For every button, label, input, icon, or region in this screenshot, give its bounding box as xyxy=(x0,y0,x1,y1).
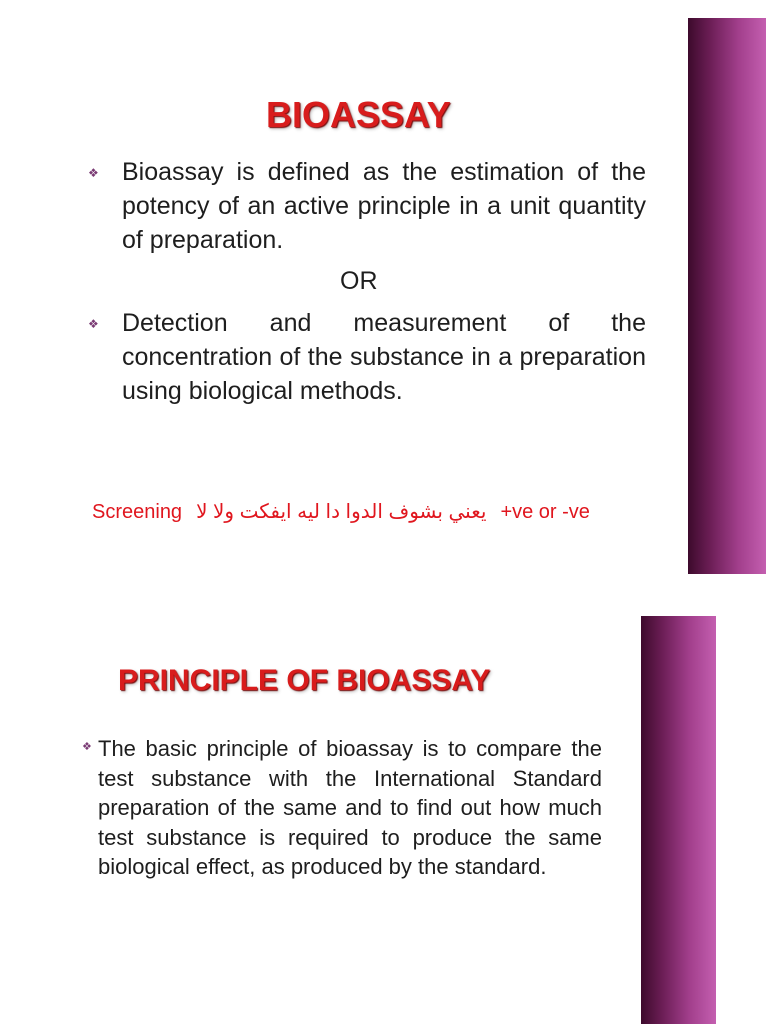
slide-principle-of-bioassay xyxy=(0,600,768,1024)
note-right-text: +ve or -ve xyxy=(500,501,590,523)
or-separator: OR xyxy=(340,267,378,295)
decorative-side-bar xyxy=(688,18,766,574)
slide-title: BIOASSAY xyxy=(266,94,451,135)
bullet-text: Detection and measurement of the concentration of the substance in a preparation using biological methods. xyxy=(122,309,646,405)
bullet-text: Bioassay is defined as the estimation of the potency of an active principle in a unit quantity of preparation. xyxy=(122,158,646,254)
slide-title: PRINCIPLE OF BIOASSAY xyxy=(118,664,491,697)
note-left-text: Screening xyxy=(92,501,183,523)
diamond-bullet-icon: ❖ xyxy=(82,741,92,753)
bullet-item xyxy=(82,734,602,882)
decorative-side-bar xyxy=(641,616,716,1024)
bullet-text: The basic principle of bioassay is to compare the test substance with the International Standard preparation of the same and to find out how much test substance is required to produce the same biological effect, as produced by the standard. xyxy=(98,736,602,879)
handwritten-note xyxy=(92,498,590,526)
bullet-item xyxy=(88,155,648,257)
diamond-bullet-icon: ❖ xyxy=(88,166,99,180)
note-arabic-text: يعني بشوف الدوا دا ليه ايفكت ولا لا xyxy=(196,501,487,523)
bullet-item xyxy=(88,306,648,408)
diamond-bullet-icon: ❖ xyxy=(88,317,99,331)
